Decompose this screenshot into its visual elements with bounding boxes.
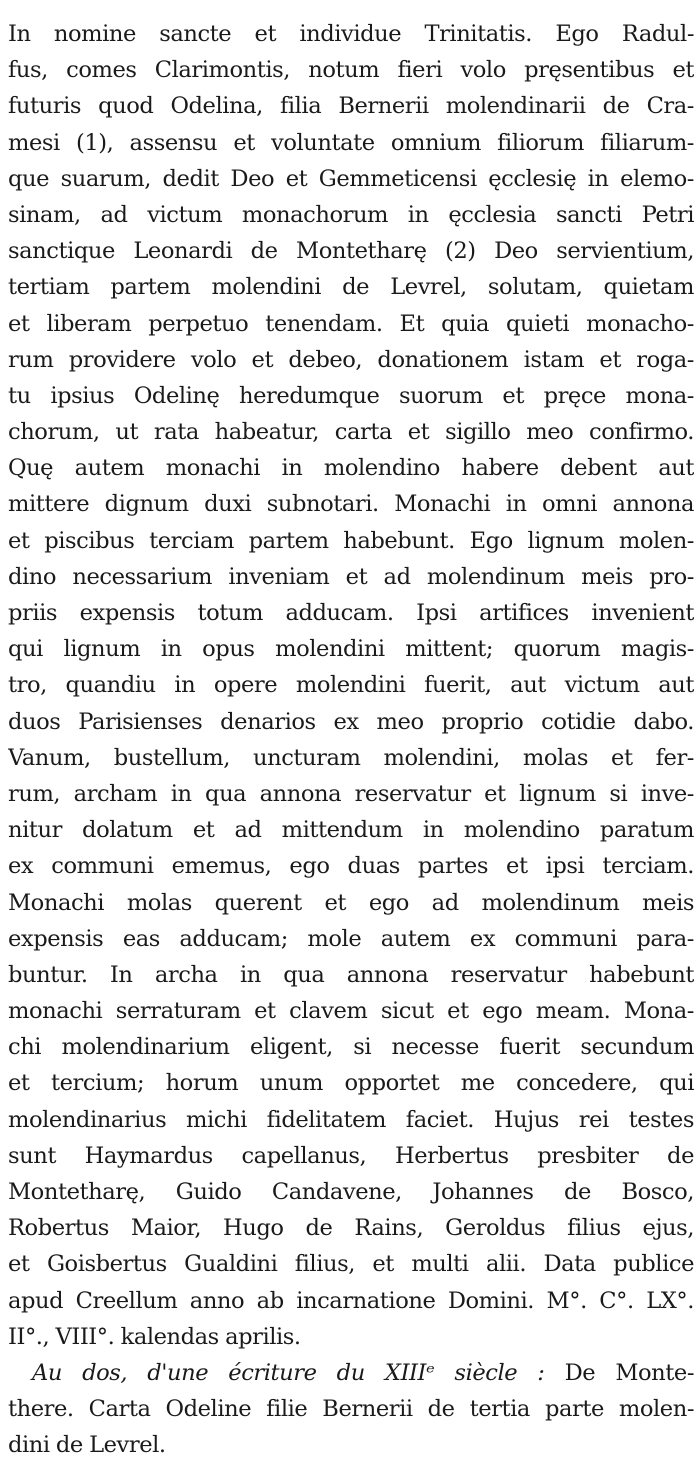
text-line: expensis eas adducam; mole autem ex communi para- <box>8 925 694 952</box>
text-line: Robertus Maior, Hugo de Rains, Geroldus filius ejus, <box>8 1215 694 1242</box>
text-line: et liberam perpetuo tenendam. Et quia quieti monacho- <box>8 310 694 337</box>
text-line: chi molendinarium eligent, si necesse fuerit secundum <box>8 1034 694 1061</box>
text-line: et tercium; horum unum opportet me concedere, qui <box>8 1070 694 1097</box>
text-line: nitur dolatum et ad mittendum in molendino paratum <box>8 817 694 844</box>
dorsal-first-line <box>8 1355 694 1391</box>
text-line: priis expensis totum adducam. Ipsi artifices invenient <box>8 600 694 626</box>
text-line: sanctique Leonardi de Montetharę (2) Deo servientium, <box>8 238 694 265</box>
text-line: Vanum, bustellum, uncturam molendini, molas et fer- <box>8 744 694 771</box>
text-line: mesi (1), assensu et voluntate omnium filiorum filiarum- <box>8 129 694 156</box>
text-line: ex communi ememus, ego duas partes et ipsi terciam. <box>8 853 694 880</box>
text-line: tro, quandiu in opere molendini fuerit, aut victum aut <box>8 672 694 699</box>
text-line: monachi serraturam et clavem sicut et ego meam. Mona- <box>8 998 694 1025</box>
text-line: dino necessarium inveniam et ad molendinum meis pro- <box>8 563 694 590</box>
text-line: qui lignum in opus molendini mittent; quorum magis- <box>8 636 694 663</box>
text-line: Quę autem monachi in molendino habere debent aut <box>8 455 694 482</box>
dorsal-label: Au dos, d'une écriture du XIIIᵉ siècle : <box>32 1359 545 1386</box>
dorsal-note <box>8 1355 694 1464</box>
text-line: sunt Haymardus capellanus, Herbertus presbiter de <box>8 1142 694 1169</box>
text-line: II°., VIII°. kalendas aprilis. <box>8 1323 301 1350</box>
text-line: rum providere volo et debeo, donationem istam et roga- <box>8 346 694 373</box>
text-line: Monachi molas querent et ego ad molendinum meis <box>8 889 694 916</box>
dorsal-line: dini de Levrel. <box>8 1432 166 1459</box>
text-line: et piscibus terciam partem habebunt. Ego lignum molen- <box>8 527 694 554</box>
text-line: molendinarius michi fidelitatem faciet. Hujus rei testes <box>8 1106 694 1133</box>
charter-text <box>8 16 694 1355</box>
text-line: tertiam partem molendini de Levrel, solutam, quietam <box>8 274 694 301</box>
dorsal-line: there. Carta Odeline filie Bernerii de tertia parte molen- <box>8 1396 694 1423</box>
text-line: buntur. In archa in qua annona reservatur habebunt <box>8 961 694 988</box>
text-line: rum, archam in qua annona reservatur et lignum si inve- <box>8 780 694 807</box>
text-line: apud Creellum anno ab incarnatione Domini. M°. C°. LX°. <box>8 1287 694 1314</box>
text-line: futuris quod Odelina, filia Bernerii molendinarii de Cra- <box>8 93 694 120</box>
text-line: chorum, ut rata habeatur, carta et sigillo meo confirmo. <box>8 419 694 446</box>
dorsal-text: De Monte- <box>564 1359 694 1386</box>
text-line: fus, comes Clarimontis, notum fieri volo pręsentibus et <box>8 57 694 84</box>
text-line: tu ipsius Odelinę heredumque suorum et pręce mona- <box>8 382 694 409</box>
text-line: sinam, ad victum monachorum in ęcclesia sancti Petri <box>8 201 694 228</box>
text-line: Montetharę, Guido Candavene, Johannes de Bosco, <box>8 1179 694 1205</box>
text-line: mittere dignum duxi subnotari. Monachi in omni annona <box>8 491 694 518</box>
text-line: que suarum, dedit Deo et Gemmeticensi ęcclesię in elemo- <box>8 165 694 192</box>
text-line: et Goisbertus Gualdini filius, et multi alii. Data publice <box>8 1251 694 1278</box>
text-line: duos Parisienses denarios ex meo proprio cotidie dabo. <box>8 708 694 735</box>
text-line: In nomine sancte et individue Trinitatis. Ego Radul- <box>8 21 694 47</box>
document-page <box>8 16 694 1464</box>
